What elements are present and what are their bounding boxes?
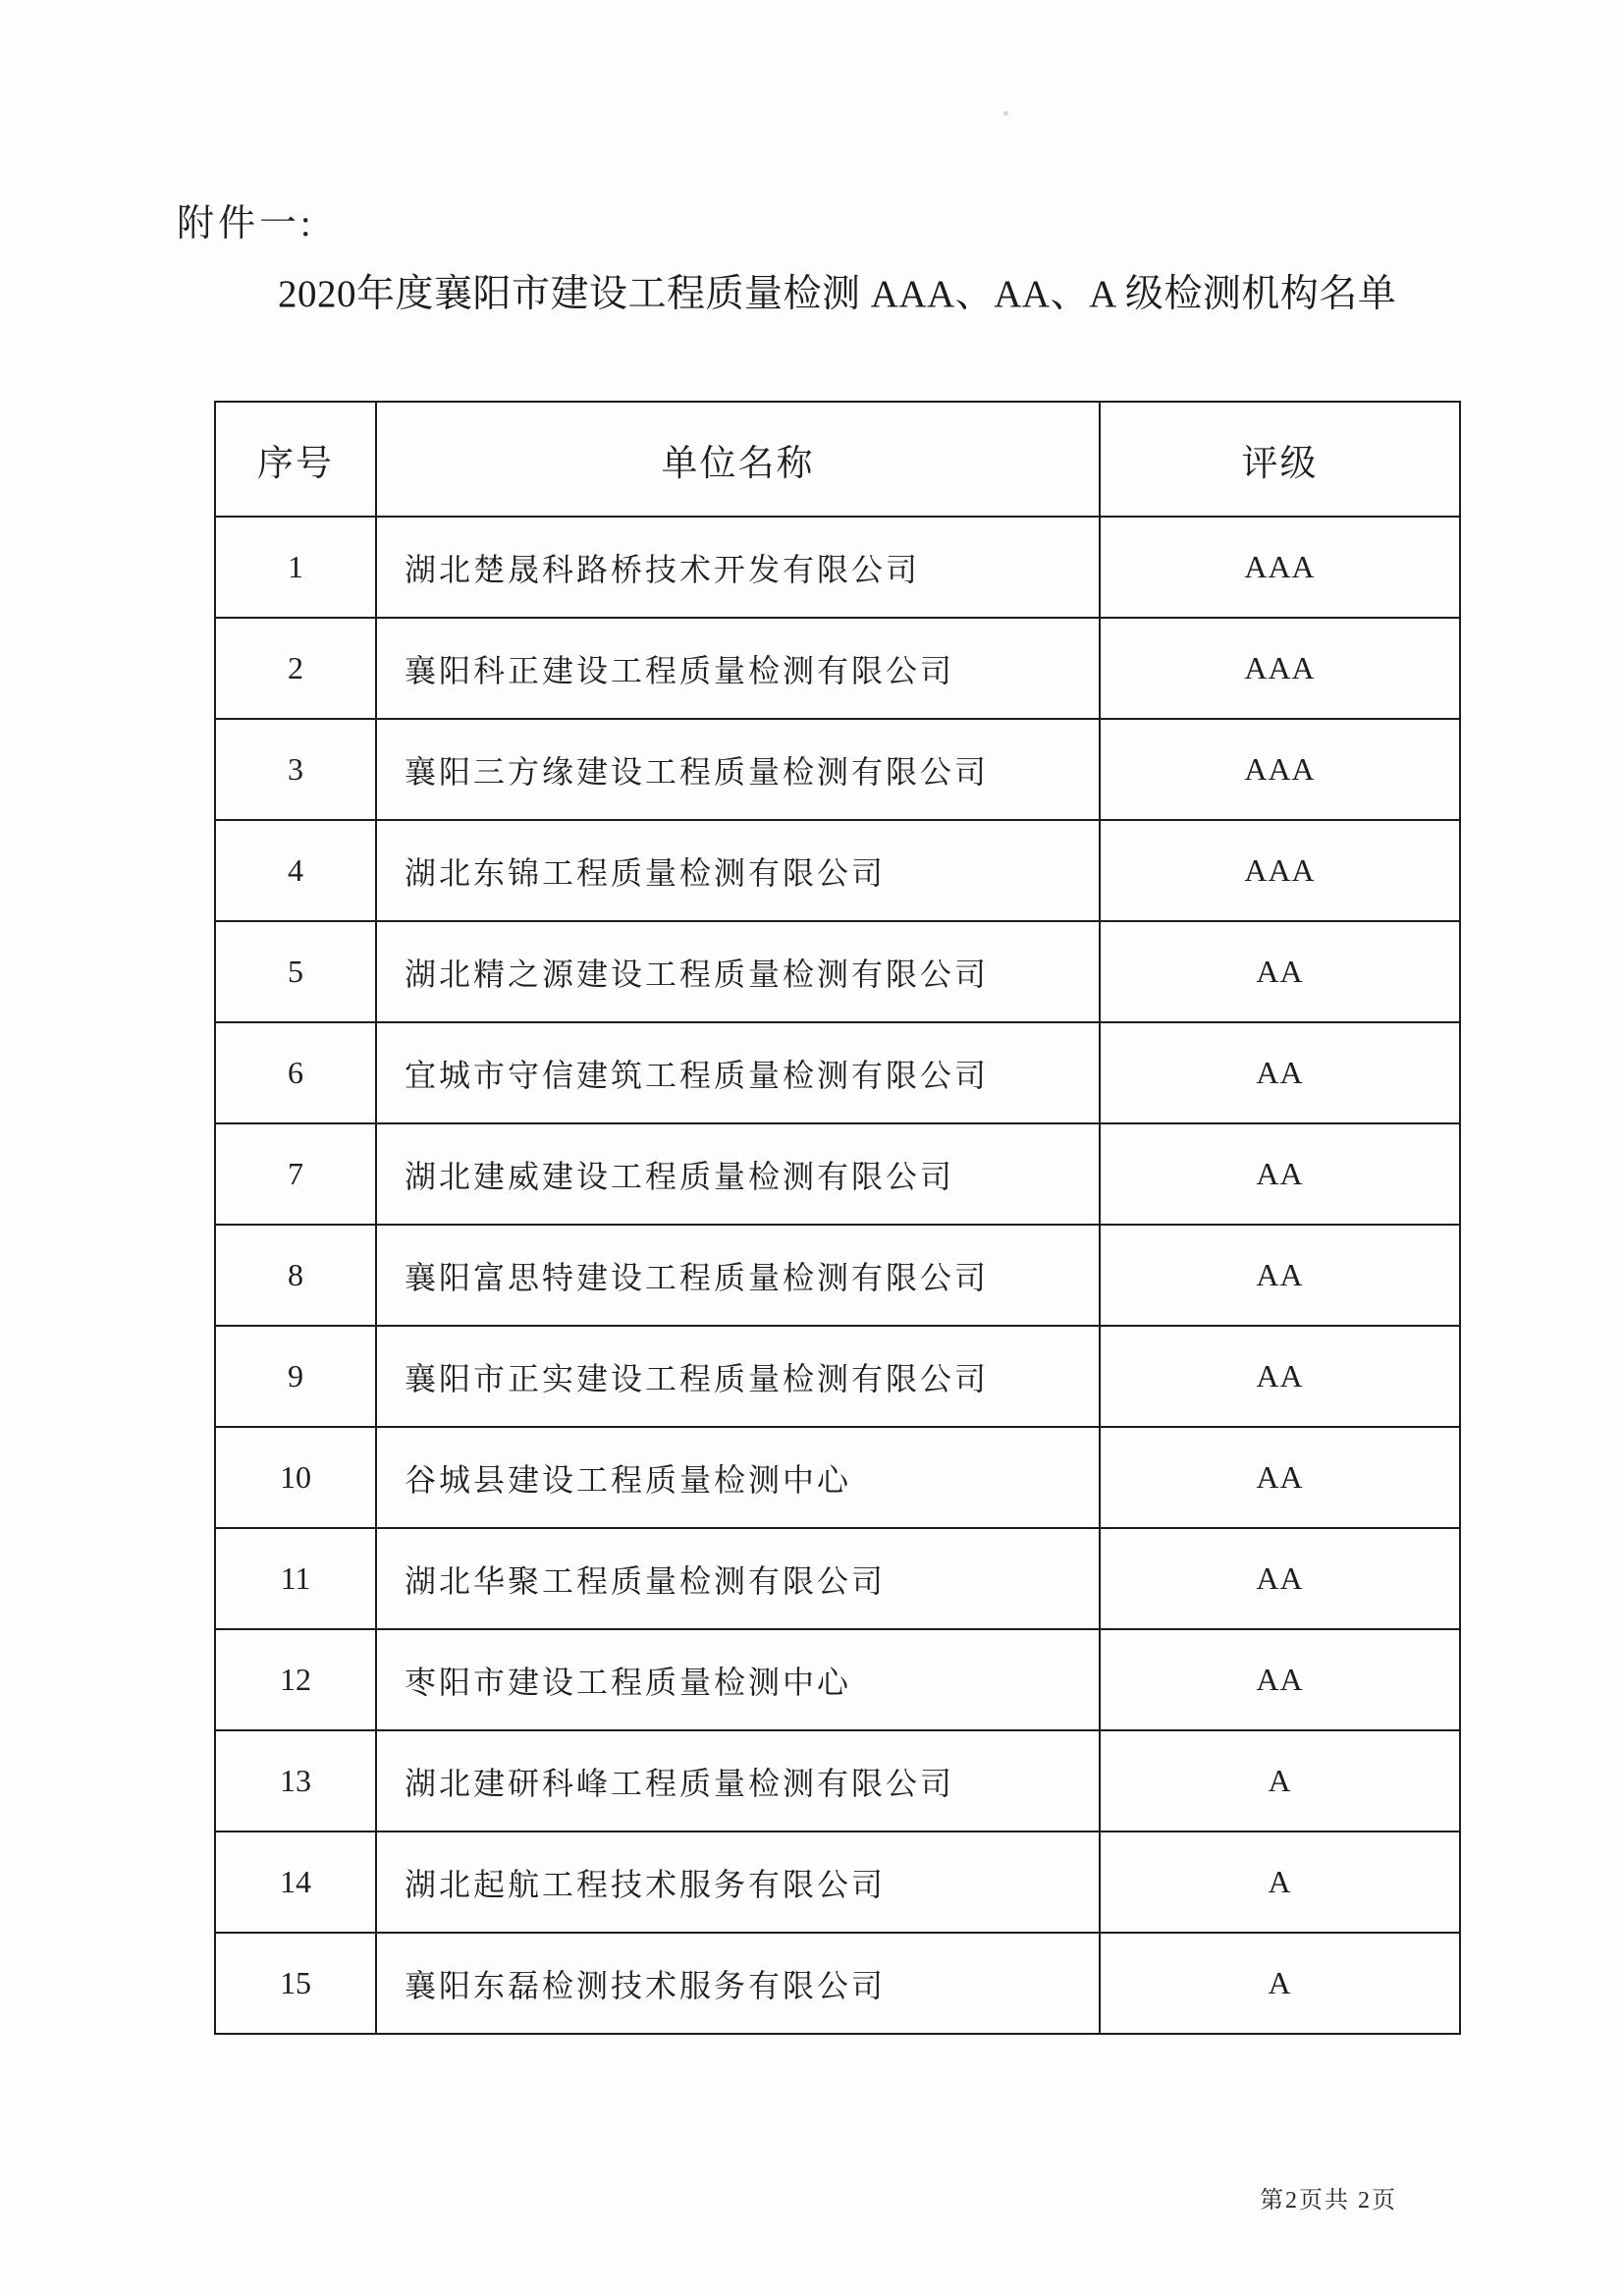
row-serial-number: 6 bbox=[215, 1022, 376, 1123]
table-row bbox=[215, 1730, 1460, 1831]
rating-value: A bbox=[1100, 1933, 1460, 2034]
rating-value: AAA bbox=[1100, 820, 1460, 921]
row-serial-number: 13 bbox=[215, 1730, 376, 1831]
company-name: 湖北楚晟科路桥技术开发有限公司 bbox=[376, 517, 1100, 618]
rating-value: A bbox=[1100, 1730, 1460, 1831]
row-serial-number: 15 bbox=[215, 1933, 376, 2034]
table-row bbox=[215, 719, 1460, 820]
rating-value: AA bbox=[1100, 1629, 1460, 1730]
table-row bbox=[215, 1528, 1460, 1629]
rating-value: AA bbox=[1100, 1326, 1460, 1427]
rating-value: AAA bbox=[1100, 517, 1460, 618]
company-name: 湖北建威建设工程质量检测有限公司 bbox=[376, 1123, 1100, 1225]
company-name: 谷城县建设工程质量检测中心 bbox=[376, 1427, 1100, 1528]
rating-value: A bbox=[1100, 1831, 1460, 1933]
table-row bbox=[215, 921, 1460, 1022]
row-serial-number: 9 bbox=[215, 1326, 376, 1427]
rating-table bbox=[214, 401, 1461, 2035]
company-name: 湖北精之源建设工程质量检测有限公司 bbox=[376, 921, 1100, 1022]
table-row bbox=[215, 1427, 1460, 1528]
table-row bbox=[215, 1831, 1460, 1933]
company-name: 湖北起航工程技术服务有限公司 bbox=[376, 1831, 1100, 1933]
table-row bbox=[215, 1123, 1460, 1225]
company-name: 湖北东锦工程质量检测有限公司 bbox=[376, 820, 1100, 921]
row-serial-number: 8 bbox=[215, 1225, 376, 1326]
row-serial-number: 1 bbox=[215, 517, 376, 618]
attachment-label: 附件一: bbox=[177, 203, 315, 245]
row-serial-number: 4 bbox=[215, 820, 376, 921]
company-name: 襄阳三方缘建设工程质量检测有限公司 bbox=[376, 719, 1100, 820]
rating-value: AA bbox=[1100, 1022, 1460, 1123]
company-name: 宜城市守信建筑工程质量检测有限公司 bbox=[376, 1022, 1100, 1123]
table-body bbox=[215, 517, 1460, 2034]
table-row bbox=[215, 517, 1460, 618]
row-serial-number: 14 bbox=[215, 1831, 376, 1933]
row-serial-number: 11 bbox=[215, 1528, 376, 1629]
table-row bbox=[215, 618, 1460, 719]
rating-value: AAA bbox=[1100, 719, 1460, 820]
row-serial-number: 12 bbox=[215, 1629, 376, 1730]
row-serial-number: 10 bbox=[215, 1427, 376, 1528]
column-header-rating: 评级 bbox=[1100, 402, 1460, 517]
table-row bbox=[215, 820, 1460, 921]
company-name: 襄阳市正实建设工程质量检测有限公司 bbox=[376, 1326, 1100, 1427]
table-row bbox=[215, 1225, 1460, 1326]
rating-value: AA bbox=[1100, 1123, 1460, 1225]
scan-artifact bbox=[1003, 111, 1008, 116]
row-serial-number: 2 bbox=[215, 618, 376, 719]
company-name: 襄阳科正建设工程质量检测有限公司 bbox=[376, 618, 1100, 719]
company-name: 湖北华聚工程质量检测有限公司 bbox=[376, 1528, 1100, 1629]
page-number: 第2页共 2页 bbox=[1260, 2188, 1397, 2214]
table-row bbox=[215, 1933, 1460, 2034]
company-name: 襄阳富思特建设工程质量检测有限公司 bbox=[376, 1225, 1100, 1326]
company-name: 枣阳市建设工程质量检测中心 bbox=[376, 1629, 1100, 1730]
row-serial-number: 3 bbox=[215, 719, 376, 820]
rating-value: AAA bbox=[1100, 618, 1460, 719]
table-row bbox=[215, 1629, 1460, 1730]
column-header-serial-number: 序号 bbox=[215, 402, 376, 517]
company-name: 襄阳东磊检测技术服务有限公司 bbox=[376, 1933, 1100, 2034]
rating-value: AA bbox=[1100, 1528, 1460, 1629]
rating-value: AA bbox=[1100, 1427, 1460, 1528]
page-title: 2020年度襄阳市建设工程质量检测 AAA、AA、A 级检测机构名单 bbox=[278, 273, 1397, 315]
table-header-row bbox=[215, 402, 1460, 517]
rating-value: AA bbox=[1100, 921, 1460, 1022]
table-row bbox=[215, 1022, 1460, 1123]
row-serial-number: 5 bbox=[215, 921, 376, 1022]
column-header-unit-name: 单位名称 bbox=[376, 402, 1100, 517]
rating-value: AA bbox=[1100, 1225, 1460, 1326]
row-serial-number: 7 bbox=[215, 1123, 376, 1225]
company-name: 湖北建研科峰工程质量检测有限公司 bbox=[376, 1730, 1100, 1831]
table-row bbox=[215, 1326, 1460, 1427]
